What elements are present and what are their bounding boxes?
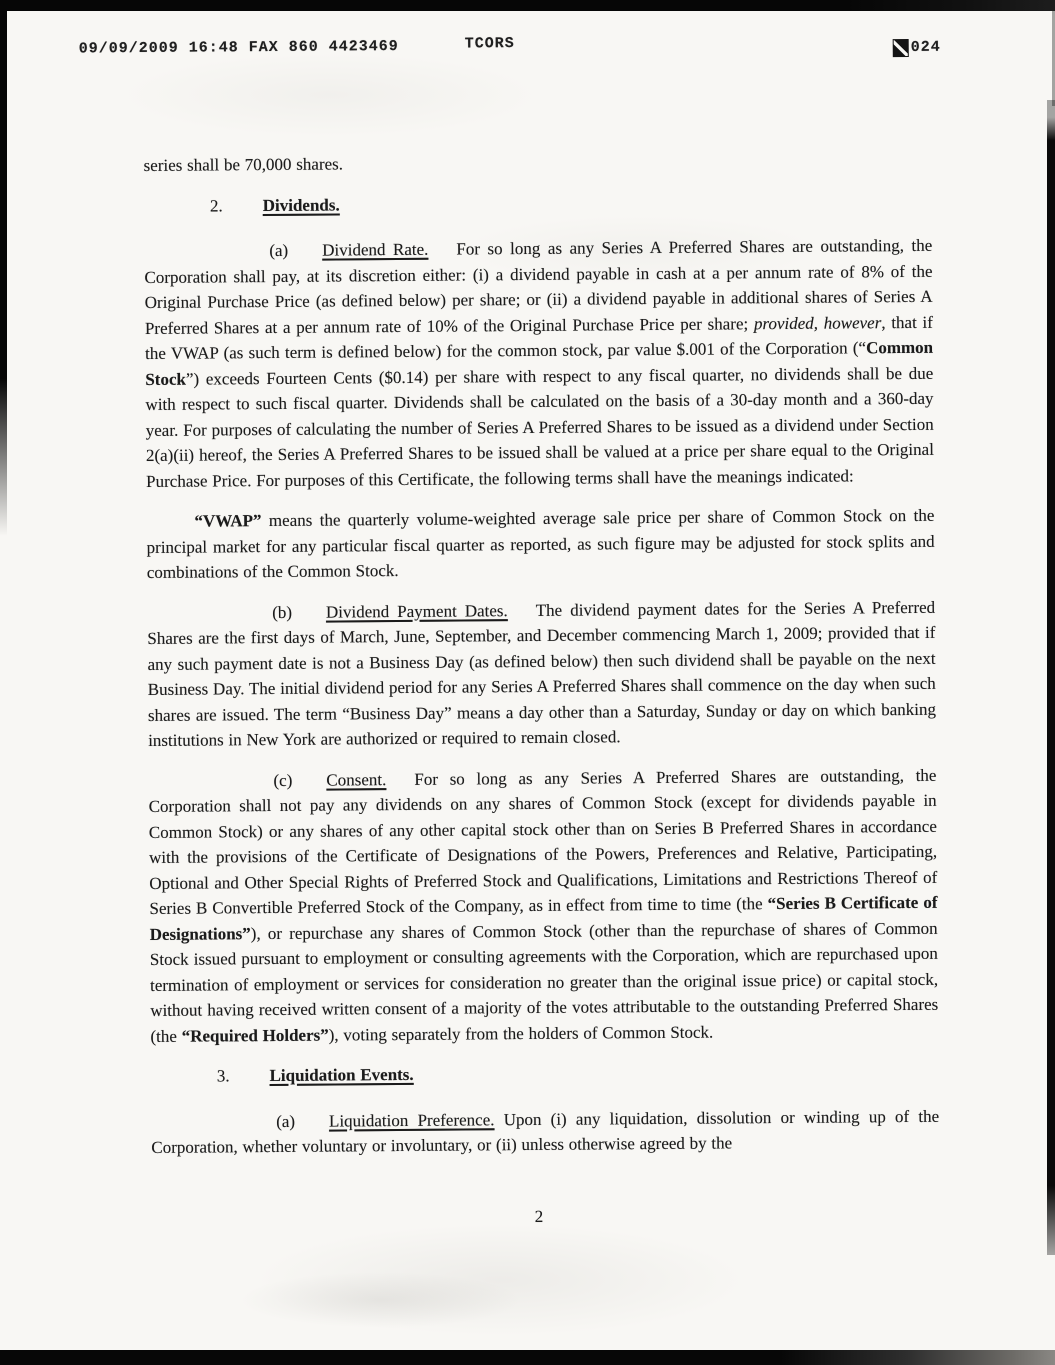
text-run: series shall be 70,000 shares. (143, 154, 344, 175)
text-run: Dividend Rate. (322, 239, 429, 260)
section-title: Dividends. (262, 194, 340, 215)
paragraph-vwap-definition (146, 503, 935, 586)
paragraph-dividend-payment-dates (147, 594, 936, 753)
heading-dividends (210, 187, 932, 218)
text-run: “VWAP” (194, 511, 262, 531)
section-title: Liquidation Events. (269, 1064, 414, 1086)
text-run: (c) (273, 770, 293, 790)
section-number: 2. (209, 195, 223, 215)
text-run: (b) (272, 602, 293, 622)
scan-edge-left (0, 11, 7, 536)
fax-header (0, 29, 1050, 67)
paragraph-series-shares (144, 147, 932, 179)
text-run: For so long as any Series A Preferred Shares are outstanding, the Corporation shall pay, at its discretion either: (i) a dividend payable in cash at a per annum rate of 8% of the Original Purchase Price (as defined below) per share; or (ii) a dividend payable in additional shares of Series A Preferred Shares at a per annum rate of 10% of the Original Purchase Price per share; (144, 235, 933, 338)
fax-sender-id: TCORS (464, 35, 515, 53)
text-run: The dividend payment dates for the Series A Preferred Shares are the first days of March, June, September, and December commencing March 1, 2009; provided that if any such payment date is not a Business Day (as defined below) then such dividend shall be payable on the next Business Day. The initial dividend period for any Series A Preferred Shares shall commence on the day when such shares are issued. The term “Business Day” means a day other than a Saturday, Sunday or day on which banking institutions in New York are authorized or required to remain closed. (147, 597, 936, 750)
text-run: (a) (276, 1111, 296, 1131)
text-run: Liquidation Preference. (328, 1109, 495, 1131)
fax-datetime-line: 09/09/2009 16:48 FAX 860 4423469 (78, 37, 399, 58)
fax-page-count: 024 (910, 38, 941, 56)
text-run: ), or repurchase any shares of Common Stock (other than the repurchase of shares of Common Stock issued pursuant to employment or consulting agreements with the Corporation, which are repurchased upon termination of employment or services for consideration no greater than the original issue price) or capital stock, without having received written consent of a majority of the votes attributable to the outstanding Preferred Shares (the (149, 918, 939, 1046)
text-run: provided, however (753, 312, 882, 333)
scan-edge-right (1047, 100, 1055, 1255)
text-run: Common Stock (145, 337, 934, 389)
document-body (144, 147, 940, 1232)
scan-edge-top (0, 0, 1055, 11)
heading-liquidation-events (217, 1058, 939, 1089)
text-run: ), voting separately from the holders of Common Stock. (328, 1022, 714, 1045)
text-run: Dividend Payment Dates. (325, 600, 508, 622)
text-run: , that if the VWAP (as such term is defined below) for the common stock, par value $.001 of the Corporation (“ (145, 312, 933, 363)
paragraph-dividend-rate (144, 233, 934, 494)
paragraph-consent (148, 762, 938, 1049)
paragraph-liquidation-preference (151, 1103, 939, 1160)
text-run: Upon (i) any liquidation, dissolution or winding up of the Corporation, whether voluntary or involuntary, or (ii) unless otherwise agreed by the (151, 1106, 940, 1157)
text-run: For so long as any Series A Preferred Shares are outstanding, the Corporation shall not pay any dividends on any shares of Common Stock (except for dividends payable in Common Stock) or any shares of any other capital stock other than on Series B Preferred Shares in accordance with the provisions of the Certificate of Designations of the Powers, Preferences and Relative, Participating, Optional and Other Special Rights of Preferred Stock and Qualifications, Limitations and Restrictions Thereof of Series B Convertible Preferred Stock of the Company, as in effect from time to time (the (148, 765, 938, 918)
page-number: 2 (534, 1206, 544, 1226)
text-run: Consent. (326, 769, 387, 790)
fax-page-indicator (894, 39, 941, 56)
text-run: “Series B Certificate of Designations” (149, 892, 938, 944)
text-run: “Required Holders” (181, 1025, 329, 1046)
scan-edge-bottom (0, 1350, 1055, 1365)
text-run: means the quarterly volume-weighted average sale price per share of Common Stock on the principal market for any particular fiscal quarter as reported, as such figure may be adjusted for stock splits and combinations of the Common Stock. (146, 505, 935, 582)
text-run: ”) exceeds Fourteen Cents ($0.14) per share with respect to any fiscal quarter, no dividends shall be due with respect to such fiscal quarter. Dividends shall be calculated on the basis of a 30-day month and a 360-day year. For purposes of calculating the number of Series A Preferred Shares to be issued as a dividend under Section 2(a)(ii) hereof, the Series A Preferred Shares to be issued shall be valued at a price per share equal to the Original Purchase Price. For purposes of this Certificate, the following terms shall have the meanings indicated: (145, 363, 934, 491)
section-number: 3. (216, 1066, 230, 1086)
fax-page-count-icon (894, 39, 908, 55)
text-run: (a) (269, 240, 289, 261)
